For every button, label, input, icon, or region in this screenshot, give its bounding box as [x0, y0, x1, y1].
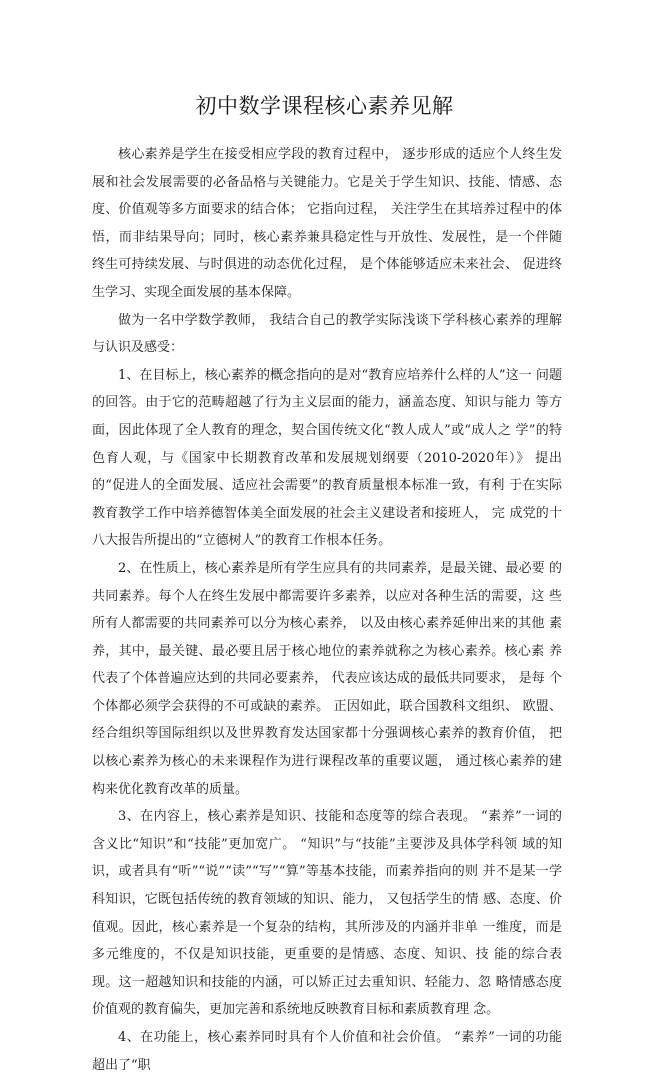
paragraph-point-2-nature: 2、在性质上，核心素养是所有学生应具有的共同素养，是最关键、最必要 的共同素养。每个人在终生发展中都需要许多素养，以应对各种生活的需要，这 些所有人都需要的共同素养可以分为核心素养， 以及由核心素养延伸出来的其他 素养，其中，最关键、最必要且居于核心地位的素养就称之为核心素养。核心素 养代表了个体普遍应达到的共同必要素养， 代表应该达成的最低共同要求， 是每 个个体都必须学会获得的不可或缺的素养。 正因如此，联合国教科文组织、 欧盟、 经合组织等国际组织以及世界教育发达国家都十分强调核心素养的教育价值， 把 以核心素养为核心的未来课程作为进行课程改革的重要议题， 通过核心素养的建 构来优化教育改革的质量。: [92, 560, 562, 797]
paragraph-point-4-function: 4、在功能上，核心素养同时具有个人价值和社会价值。 “素养”一词的功能 超出了“职: [92, 1030, 562, 1073]
document-body: [92, 141, 562, 1079]
paragraph-intro: 核心素养是学生在接受相应学段的教育过程中， 逐步形成的适应个人终生发 展和社会发展需要的必备品格与关键能力。它是关于学生知识、技能、情感、态 度、价值观等多方面要求的结合体； 它指向过程， 关注学生在其培养过程中的体 悟，而非结果导向；同时，核心素养兼具稳定性与开放性、发展性，是一个伴随 终生可持续发展、与时俱进的动态优化过程， 是个体能够适应未来社会、 促进终 生学习、实现全面发展的基本保障。: [92, 147, 562, 300]
paragraph-teacher-view: 做为一名中学数学教师， 我结合自己的教学实际浅谈下学科核心素养的理解 与认识及感受：: [92, 312, 562, 356]
paragraph-point-1-goal: 1、在目标上，核心素养的概念指向的是对“教育应培养什么样的人”这一 问题的回答。由于它的范畴超越了行为主义层面的能力，涵盖态度、知识与能力 等方面，因此体现了全人教育的理念，契合国传统文化“教人成人”或“成人之 学”的特色育人观，与《国家中长期教育改革和发展规划纲要（2010-2020年）》 提出的“促进人的全面发展、适应社会需要”的教育质量根本标准一致，有利 于在实际教育教学工作中培养德智体美全面发展的社会主义建设者和接班人， 完 成党的十八大报告所提出的“立德树人”的教育工作根本任务。: [92, 367, 562, 549]
document-title: 初中数学课程核心素养见解: [195, 94, 454, 119]
paragraph-point-3-content: 3、在内容上，核心素养是知识、技能和态度等的综合表现。 “素养”一词的 含义比“知识”和“技能”更加宽广。 “知识”与“技能”主要涉及具体学科领 域的知识，或者具有“听”“说”“读”“写”“算”等基本技能，而素养指向的则 并不是某一学科知识，它既包括传统的教育领域的知识、能力， 又包括学生的情 感、态度、价值观。因此，核心素养是一个复杂的结构，其所涉及的内涵并非单 一维度，而是多元维度的，不仅是知识技能，更重要的是情感、态度、知识、技 能的综合表现。这一超越知识和技能的内涵，可以矫正过去重知识、轻能力、忽 略情感态度价值观的教育偏失，更加完善和系统地反映教育目标和素质教育理 念。: [92, 809, 562, 1018]
